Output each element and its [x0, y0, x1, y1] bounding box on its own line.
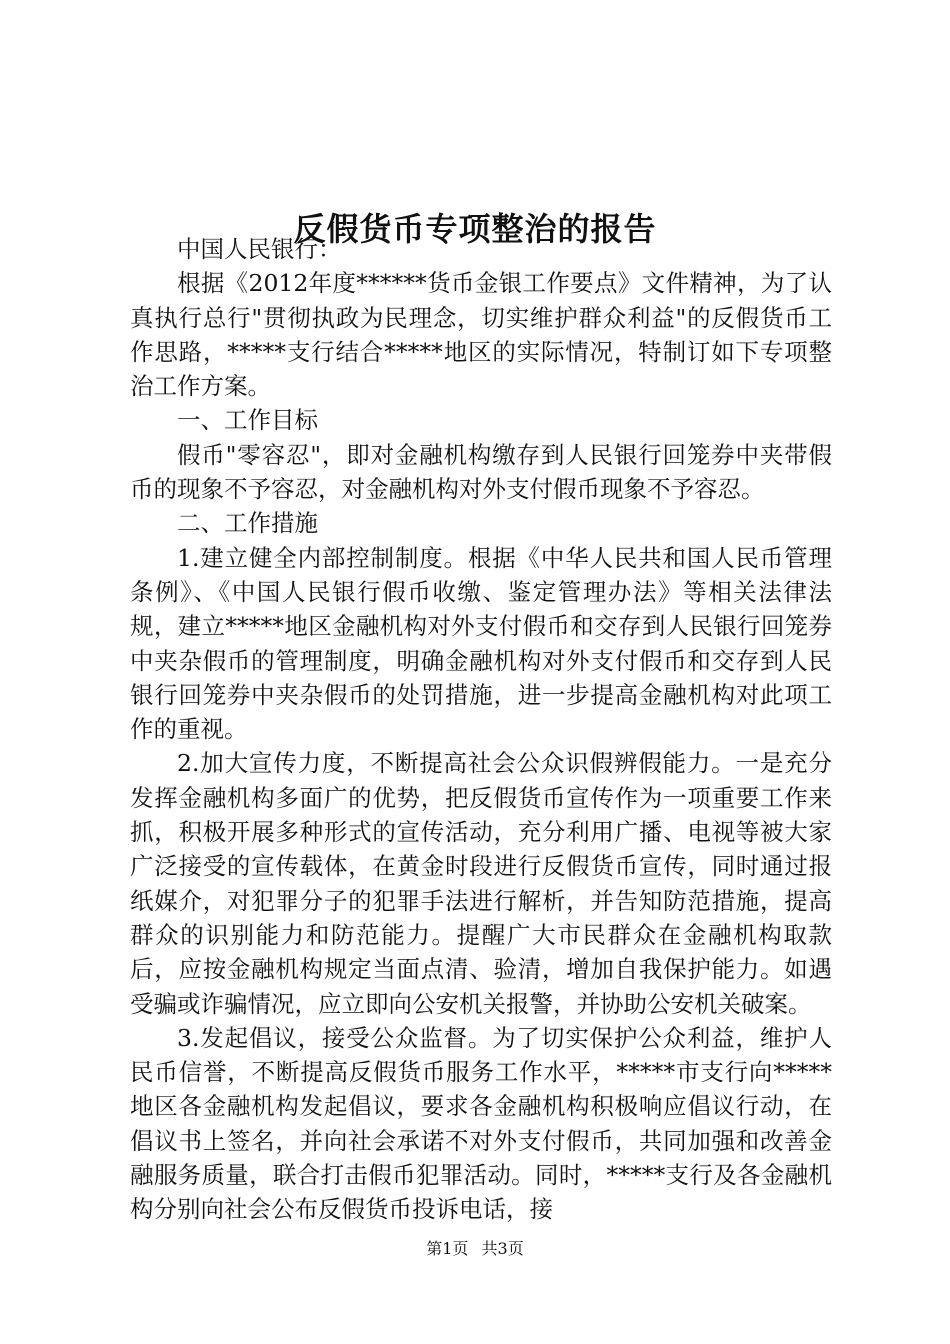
section-heading-goals: 一、工作目标 — [177, 406, 318, 435]
intro-paragraph: 根据《2012年度******货币金银工作要点》文件精神，为了认真执行总行"贯彻执政为民理念，切实维护群众利益"的反假货币工作思路，*****支行结合*****地区的实际情况，特制订如下专项整治工作方案。 — [130, 269, 832, 401]
measure-2-paragraph: 2.加大宣传力度，不断提高社会公众识假辨假能力。一是充分发挥金融机构多面广的优势，把反假货币宣传作为一项重要工作来抓，积极开展多种形式的宣传活动，充分利用广播、电视等被大家广泛接受的宣传载体，在黄金时段进行反假货币宣传，同时通过报纸媒介，对犯罪分子的犯罪手法进行解析，并告知防范措施，提高群众的识别能力和防范能力。提醒广大市民群众在金融机构取款后，应按金融机构规定当面点清、验清，增加自我保护能力。如遇受骗或诈骗情况，应立即向公安机关报警，并协助公安机关破案。 — [130, 749, 832, 1018]
goals-paragraph: 假币"零容忍"，即对金融机构缴存到人民银行回笼券中夹带假币的现象不予容忍，对金融机构对外支付假币现象不予容忍。 — [130, 440, 832, 504]
page-number-total: 共3页 — [481, 1239, 524, 1258]
measure-3-paragraph: 3.发起倡议，接受公众监督。为了切实保护公众利益，维护人民币信誉，不断提高反假货币服务工作水平，*****市支行向*****地区各金融机构发起倡议，要求各金融机构积极响应倡议行动，在倡议书上签名，并向社会承诺不对外支付假币，共同加强和改善金融服务质量，联合打击假币犯罪活动。同时，*****支行及各金融机构分别向社会公布反假货币投诉电话，接 — [130, 1023, 832, 1224]
page-footer — [0, 1238, 950, 1260]
section-heading-measures: 二、工作措施 — [177, 509, 318, 538]
document-body — [130, 232, 832, 1227]
salutation: 中国人民银行： — [177, 235, 342, 263]
measure-1-paragraph: 1.建立健全内部控制制度。根据《中华人民共和国人民币管理条例》、《中国人民银行假币收缴、鉴定管理办法》等相关法律法规，建立*****地区金融机构对外支付假币和交存到人民银行回笼券中夹杂假币的管理制度，明确金融机构对外支付假币和交存到人民银行回笼券中夹杂假币的处罚措施，进一步提高金融机构对此项工作的重视。 — [130, 543, 832, 744]
page-number-current: 第1页 — [426, 1239, 469, 1258]
document-title: 反假货币专项整治的报告 — [293, 210, 657, 249]
